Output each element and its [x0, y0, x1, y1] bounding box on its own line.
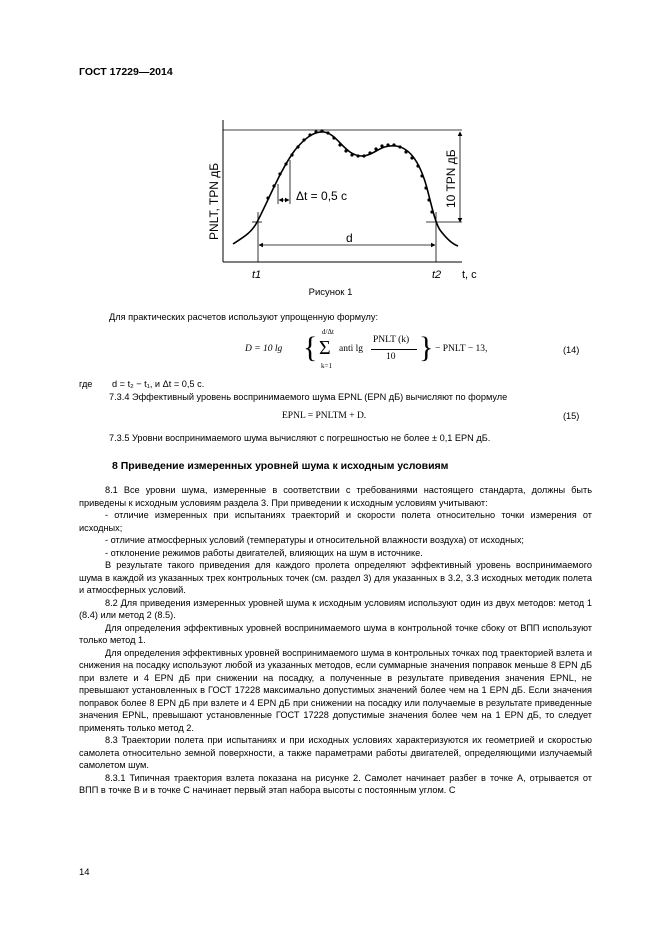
tpn-label: 10 TPN дБ [444, 149, 458, 208]
list-item: - отличие измеренных при испытаниях траекторий и скорости полета относительно точки измерения от исходных; [79, 510, 592, 533]
paragraph: 8.1 Все уровни шума, измеренные в соответствии с требованиями настоящего стандарта, должны быть приведены к исходным условиям раздела 3. При приведении к исходным условиям учитывают: [79, 485, 592, 508]
where-label: где [79, 379, 93, 389]
list-item: - отличие атмосферных условий (температуры и относительной влажности воздуха) от исходных; [105, 535, 524, 545]
brace-open: { [303, 331, 318, 364]
formula-14 [245, 330, 515, 372]
paragraph: 8.3.1 Типичная траектория взлета показана на рисунке 2. Самолет начинает разбег в точке A, отрывается от ВПП в точке B и в точке C начинает первый этап набора высоты с постоянным углом. С [79, 772, 592, 795]
d-label: d [346, 231, 353, 245]
equation-number-15: (15) [563, 411, 580, 421]
paragraph: В результате такого приведения для каждого пролета определяют эффективный уровень воспринимаемого шума в каждой из указанных трех контрольных точек (см. раздел 3) для указанных в 3.2, 3.3 исходных методик полета и атмосферных условий. [79, 560, 592, 595]
intro-text: Для практических расчетов используют упрощенную формулу: [109, 312, 379, 322]
paragraph: Для определения эффективных уровней воспринимаемого шума в контрольных точках под траекторией взлета и снижения на посадку используют любой из указанных методов, если суммарные значения поправок меньше 8 EPN дБ при взлете и 4 EPN дБ при снижении на посадку, а полученные в результате приведения значения EPNL, не превышают установленных в ГОСТ 17228 максимально допустимых значений более чем на 1 EPN дБ. Если значения поправок более 8 EPN дБ при взлете и 4 EPN дБ при снижении на посадку или получаемые в результате приведенные значения EPNL, превышают установленные ГОСТ 17228 допустимые значения более чем на 1 EPN дБ, то следует применять только метод 2. [79, 647, 592, 733]
paragraph-7-3-4: 7.3.4 Эффективный уровень воспринимаемого шума EPNL (EPN дБ) вычисляют по формуле [109, 392, 508, 402]
brace-close: } [419, 331, 434, 364]
figure-caption: Рисунок 1 [308, 287, 353, 298]
fraction-line [371, 349, 417, 350]
section-8-body [79, 484, 592, 797]
x-unit-label: t, с [462, 269, 477, 281]
paragraph: 8.2 Для приведения измеренных уровней шума к исходным условиям используют один из двух методов: метод 1 (8.4) или метод 2 (8.5). [79, 597, 592, 620]
paragraph-7-3-5: 7.3.5 Уровни воспринимаемого шума вычисляют с погрешностью не более ± 0,1 EPN дБ. [109, 433, 491, 443]
fraction-denominator: 10 [386, 352, 396, 362]
equation-number-14: (14) [563, 345, 580, 355]
antilg: anti lg [339, 344, 364, 354]
document-code: ГОСТ 17229—2014 [79, 66, 173, 78]
paragraph: 8.3 Траектории полета при испытаниях и при исходных условиях характеризуются их геометрией и скоростью самолета относительно земной поверхности, а также параметрами работы двигателей, определяющими излучаемый самолетом шум. [79, 735, 592, 770]
formula-15: EPNL = PNLTM + D. [282, 411, 367, 421]
sum-lower: k=1 [321, 362, 332, 370]
list-item: - отклонение режимов работы двигателей, влияющих на шум в источнике. [105, 547, 423, 558]
paragraph: Для определения эффективных уровней воспринимаемого шума в контрольной точке сбоку от ВПП используют только метод 1. [79, 622, 592, 645]
section-8-heading: 8 Приведение измеренных уровней шума к исходным условиям [112, 460, 449, 472]
t2-label: t2 [432, 269, 442, 281]
y-axis-label: PNLT, TPN дБ [207, 162, 221, 240]
fraction-numerator: PNLT (k) [373, 335, 410, 345]
sum-sign: Σ [319, 337, 331, 359]
t1-label: t1 [252, 269, 262, 281]
delta-t-label: Δt = 0,5 с [296, 189, 348, 203]
formula-14-tail: − PNLT − 13, [435, 344, 488, 354]
sum-upper: d/Δt [322, 328, 334, 336]
page-number: 14 [79, 867, 90, 878]
formula-14-lhs: D = 10 lg [245, 344, 283, 354]
where-text: d = t₂ − t₁, и Δt = 0,5 с. [112, 379, 205, 389]
curve-dots [266, 129, 433, 213]
figure-1-graph [200, 112, 500, 284]
